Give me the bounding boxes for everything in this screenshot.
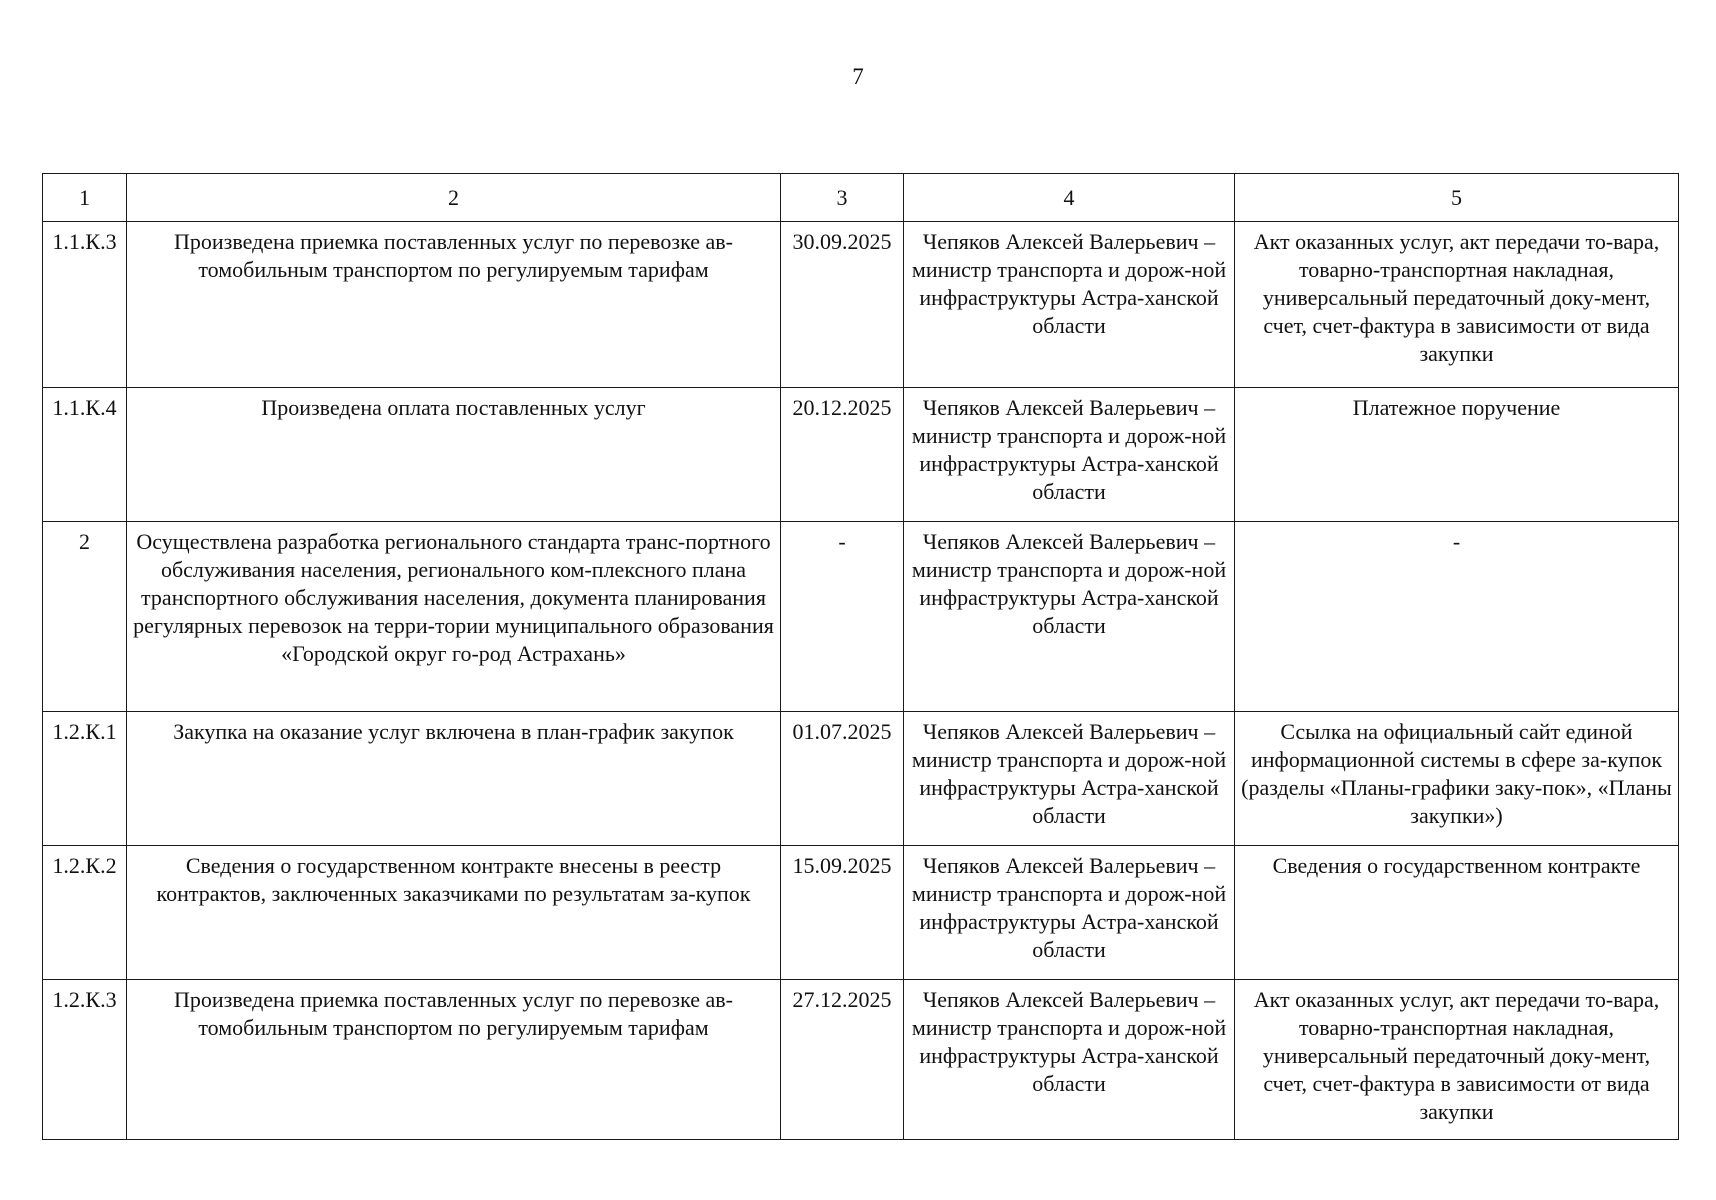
confirming-document-cell: Ссылка на официальный сайт единой информационной системы в сфере за-купок (разделы «Планы-графики заку-пок», «Планы закупки») (1235, 712, 1679, 846)
document-sheet (42, 173, 1678, 1140)
row-number-cell: 1.1.К.4 (43, 388, 127, 522)
responsible-person-cell: Чепяков Алексей Валерьевич – министр транспорта и дорож-ной инфраструктуры Астра-ханской области (904, 522, 1235, 712)
event-description-cell: Произведена приемка поставленных услуг по перевозке ав-томобильным транспортом по регулируемым тарифам (127, 222, 781, 388)
table-header-row (43, 174, 1679, 222)
responsible-person-cell: Чепяков Алексей Валерьевич – министр транспорта и дорож-ной инфраструктуры Астра-ханской области (904, 388, 1235, 522)
column-header: 4 (904, 174, 1235, 222)
confirming-document-cell: Акт оказанных услуг, акт передачи то-вара, товарно-транспортная накладная, универсальный передаточный доку-мент, счет, счет-фактура в зависимости от вида закупки (1235, 222, 1679, 388)
confirming-document-cell: Платежное поручение (1235, 388, 1679, 522)
confirming-document-cell: Сведения о государственном контракте (1235, 846, 1679, 980)
event-description-cell: Осуществлена разработка регионального стандарта транс-портного обслуживания населения, регионального ком-плексного плана транспортного обслуживания населения, документа планирования регулярных перевозок на терри-тории муниципального образования «Городской округ го-род Астрахань» (127, 522, 781, 712)
confirming-document-cell: Акт оказанных услуг, акт передачи то-вара, товарно-транспортная накладная, универсальный передаточный доку-мент, счет, счет-фактура в зависимости от вида закупки (1235, 980, 1679, 1140)
row-number-cell: 1.2.К.1 (43, 712, 127, 846)
row-number-cell: 1.2.К.2 (43, 846, 127, 980)
responsible-person-cell: Чепяков Алексей Валерьевич – министр транспорта и дорож-ной инфраструктуры Астра-ханской области (904, 980, 1235, 1140)
column-header: 1 (43, 174, 127, 222)
event-description-cell: Произведена приемка поставленных услуг по перевозке ав-томобильным транспортом по регулируемым тарифам (127, 980, 781, 1140)
table-row (43, 522, 1679, 712)
column-header: 3 (781, 174, 904, 222)
control-points-table (42, 173, 1679, 1140)
deadline-date-cell: 01.07.2025 (781, 712, 904, 846)
event-description-cell: Сведения о государственном контракте внесены в реестр контрактов, заключенных заказчиками по результатам за-купок (127, 846, 781, 980)
deadline-date-cell: 30.09.2025 (781, 222, 904, 388)
responsible-person-cell: Чепяков Алексей Валерьевич – министр транспорта и дорож-ной инфраструктуры Астра-ханской области (904, 712, 1235, 846)
deadline-date-cell: - (781, 522, 904, 712)
column-header: 2 (127, 174, 781, 222)
row-number-cell: 1.2.К.3 (43, 980, 127, 1140)
row-number-cell: 2 (43, 522, 127, 712)
table-row (43, 846, 1679, 980)
table-row (43, 712, 1679, 846)
deadline-date-cell: 15.09.2025 (781, 846, 904, 980)
confirming-document-cell: - (1235, 522, 1679, 712)
responsible-person-cell: Чепяков Алексей Валерьевич – министр транспорта и дорож-ной инфраструктуры Астра-ханской области (904, 846, 1235, 980)
table-row (43, 980, 1679, 1140)
deadline-date-cell: 27.12.2025 (781, 980, 904, 1140)
column-header: 5 (1235, 174, 1679, 222)
event-description-cell: Закупка на оказание услуг включена в план-график закупок (127, 712, 781, 846)
page-number: 7 (852, 64, 864, 89)
responsible-person-cell: Чепяков Алексей Валерьевич – министр транспорта и дорож-ной инфраструктуры Астра-ханской области (904, 222, 1235, 388)
table-row (43, 222, 1679, 388)
row-number-cell: 1.1.К.3 (43, 222, 127, 388)
deadline-date-cell: 20.12.2025 (781, 388, 904, 522)
event-description-cell: Произведена оплата поставленных услуг (127, 388, 781, 522)
table-row (43, 388, 1679, 522)
